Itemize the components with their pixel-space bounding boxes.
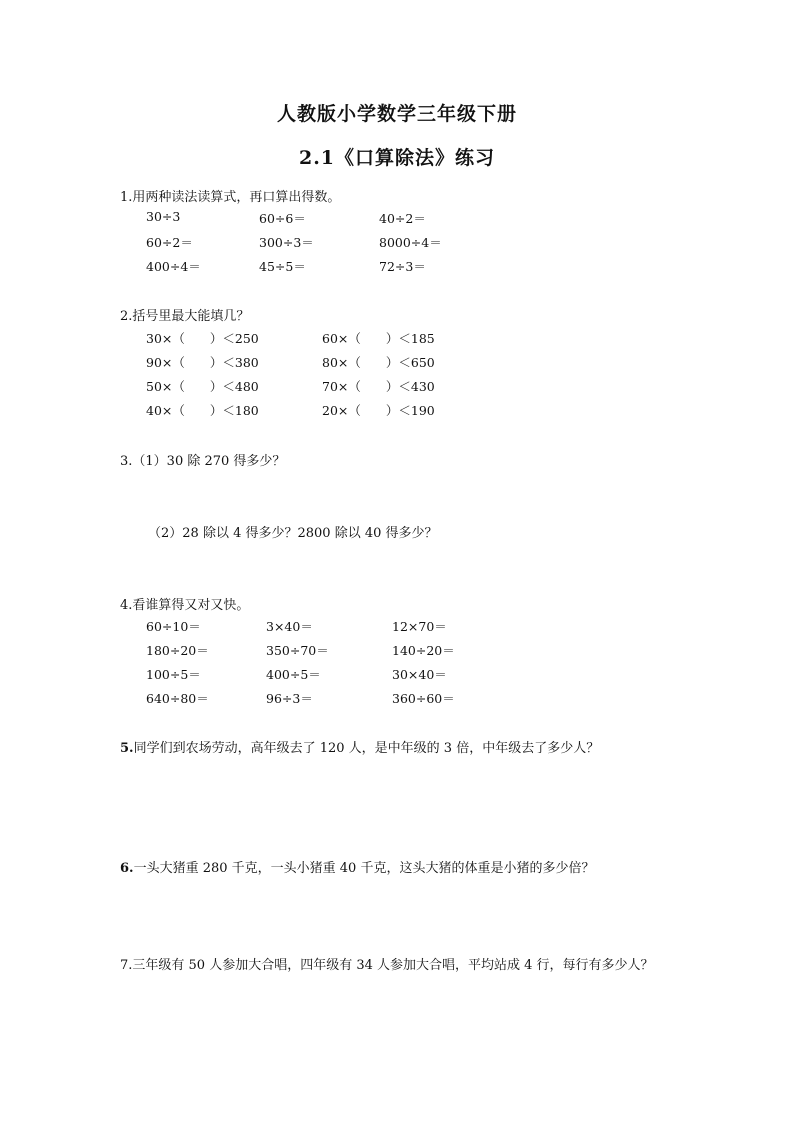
q1-item: 30÷3	[146, 209, 181, 224]
q4-item: 400÷5＝	[266, 667, 321, 682]
q1-item: 300÷3＝	[259, 235, 314, 250]
q4-item: 12×70＝	[392, 619, 447, 634]
q5-body: 同学们到农场劳动，高年级去了 120 人，是中年级的 3 倍，中年级去了多少人？	[133, 741, 600, 756]
q4-item: 30×40＝	[392, 667, 447, 682]
q4-item: 640÷80＝	[146, 691, 209, 706]
q4-item: 360÷60＝	[392, 691, 455, 706]
q1-item: 72÷3＝	[379, 259, 426, 274]
q1-prompt: 1.用两种读法读算式，再口算出得数。	[120, 190, 341, 205]
q4-item: 60÷10＝	[146, 619, 201, 634]
q2-item: 30×（ ）＜250	[146, 331, 259, 346]
q1-item: 8000÷4＝	[379, 235, 442, 250]
q1-item: 60÷2＝	[146, 235, 193, 250]
q4-item: 140÷20＝	[392, 643, 455, 658]
q2-item: 40×（ ）＜180	[146, 403, 259, 418]
q7-text: 7.三年级有 50 人参加大合唱，四年级有 34 人参加大合唱，平均站成 4 行，每行有多少人？	[120, 958, 654, 973]
q3-part2: （2）28 除以 4 得多少？2800 除以 40 得多少？	[148, 526, 438, 541]
q3-part1: 3.（1）30 除 270 得多少？	[120, 454, 286, 469]
q1-item: 60÷6＝	[259, 211, 306, 226]
q5-number: 5.	[120, 741, 134, 756]
q5-text	[120, 737, 599, 756]
q4-prompt: 4.看谁算得又对又快。	[120, 598, 250, 613]
q2-item: 50×（ ）＜480	[146, 379, 259, 394]
q1-item: 400÷4＝	[146, 259, 201, 274]
q2-item: 80×（ ）＜650	[322, 355, 435, 370]
page-title: 人教版小学数学三年级下册	[276, 103, 517, 125]
q4-item: 180÷20＝	[146, 643, 209, 658]
q6-text	[120, 857, 594, 876]
q1-item: 40÷2＝	[379, 211, 426, 226]
q4-item: 3×40＝	[266, 619, 313, 634]
q2-item: 60×（ ）＜185	[322, 331, 435, 346]
q4-item: 96÷3＝	[266, 691, 313, 706]
q4-item: 350÷70＝	[266, 643, 329, 658]
q2-prompt: 2.括号里最大能填几？	[120, 309, 250, 324]
q6-body: 一头大猪重 280 千克，一头小猪重 40 千克，这头大猪的体重是小猪的多少倍？	[133, 861, 595, 876]
q2-item: 90×（ ）＜380	[146, 355, 259, 370]
q6-number: 6.	[120, 861, 134, 876]
q4-item: 100÷5＝	[146, 667, 201, 682]
q1-item: 45÷5＝	[259, 259, 306, 274]
q2-item: 70×（ ）＜430	[322, 379, 435, 394]
q2-item: 20×（ ）＜190	[322, 403, 435, 418]
page-subtitle: 2.1《口算除法》练习	[298, 147, 496, 169]
